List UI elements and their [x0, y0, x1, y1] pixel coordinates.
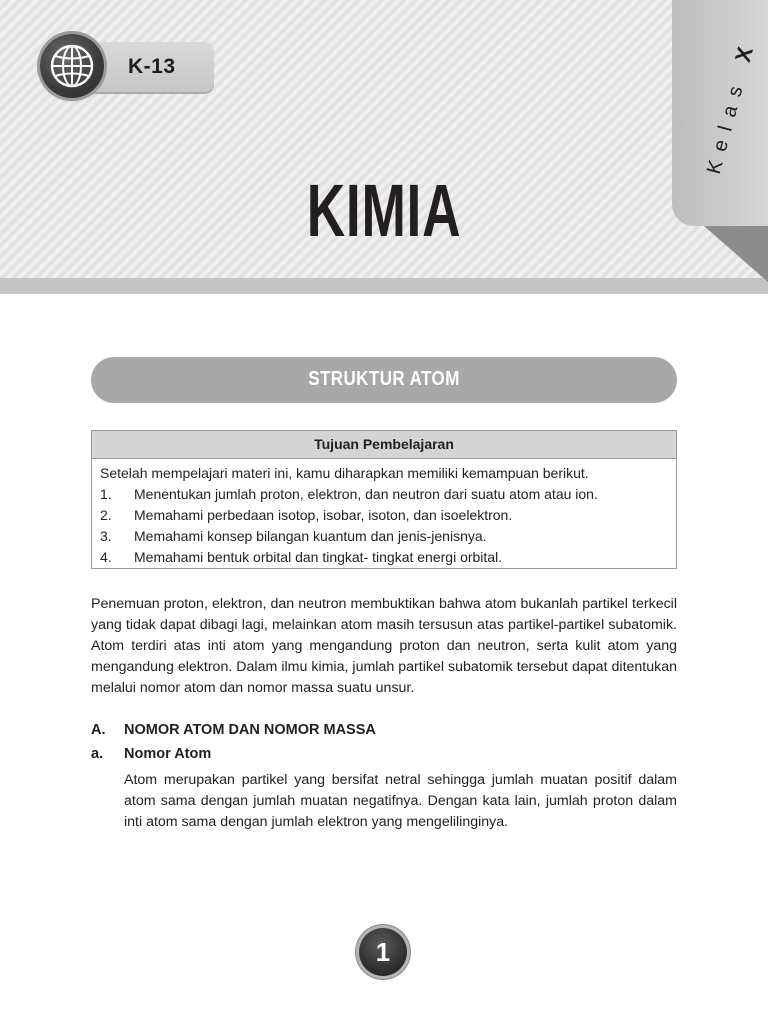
objective-item [100, 505, 668, 526]
learning-objectives-body [92, 459, 676, 568]
objective-text: Memahami konsep bilangan kuantum dan jenis-jenisnya. [134, 528, 487, 544]
intro-paragraph: Penemuan proton, elektron, dan neutron membuktikan bahwa atom bukanlah partikel terkecil yang tidak dapat dibagi lagi, melainkan atom masih tersusun atas partikel-partikel subatomik. Atom terdiri atas inti atom yang mengandung proton dan neutron, serta kulit atom yang mengandung elektron. Dalam ilmu kimia, jumlah partikel subatomik tersebut dapat ditentukan melalui nomor atom dan nomor massa suatu unsur. [91, 596, 677, 696]
page-number: 1 [359, 928, 407, 976]
objective-number: 2. [100, 507, 112, 523]
nomor-atom-paragraph: Atom merupakan partikel yang bersifat netral sehingga jumlah muatan positif dalam atom sama dengan jumlah muatan negatifnya. Dengan kata lain, jumlah proton dalam inti atom sama dengan jumlah elektron yang mengelilinginya. [124, 772, 677, 830]
objective-number: 1. [100, 486, 112, 502]
objective-text: Memahami perbedaan isotop, isobar, isoton, dan isoelektron. [134, 507, 513, 523]
objective-item [100, 484, 668, 505]
section-heading-label: A. [91, 722, 106, 738]
grade-label-number: X [729, 34, 761, 65]
learning-objectives-box [91, 430, 677, 569]
header-bottom-bar [0, 278, 768, 294]
subject-title: KIMIA [306, 169, 462, 252]
section-heading-a [91, 722, 376, 738]
section-heading-text: NOMOR ATOM DAN NOMOR MASSA [124, 722, 376, 738]
chapter-title: STRUKTUR ATOM [308, 368, 460, 390]
globe-icon [40, 34, 104, 98]
objective-text: Menentukan jumlah proton, elektron, dan neutron dari suatu atom atau ion. [134, 486, 598, 502]
learning-objectives-heading: Tujuan Pembelajaran [92, 431, 676, 459]
chapter-banner [91, 357, 677, 403]
objective-item [100, 526, 668, 547]
objective-text: Memahami bentuk orbital dan tingkat- tingkat energi orbital. [134, 549, 503, 565]
objective-item [100, 547, 668, 568]
curriculum-badge-label: K-13 [128, 55, 176, 78]
learning-objectives-intro: Setelah mempelajari materi ini, kamu diharapkan memiliki kemampuan berikut. [100, 465, 589, 481]
grade-label-word: Kelas [702, 74, 751, 177]
objective-number: 3. [100, 528, 112, 544]
objective-number: 4. [100, 549, 112, 565]
subsection-heading [91, 746, 211, 762]
subsection-heading-text: Nomor Atom [124, 746, 212, 762]
subsection-heading-label: a. [91, 746, 104, 762]
